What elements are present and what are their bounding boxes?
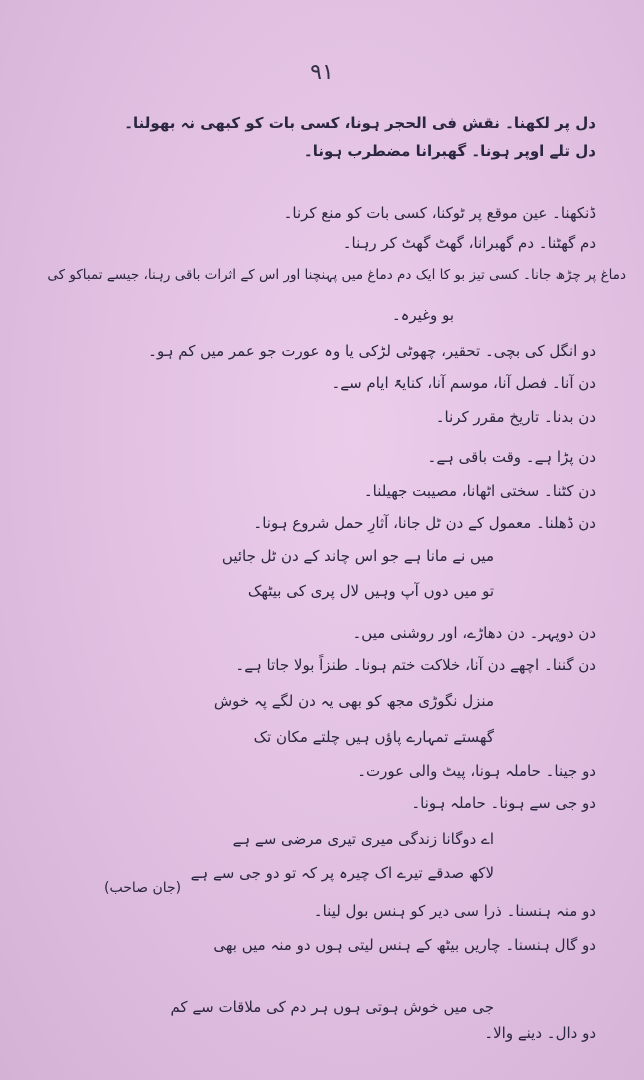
attribution: (جان صاحب) [104,880,182,896]
verse-line: اے دوگانا زندگی میری تیری مرضی سے ہے [232,830,494,848]
entry-line: دل تلے اوپر ہونا۔ گھبرانا مضطرب ہونا۔ [303,142,596,160]
entry-line: دن دوپہر۔ دن دھاڑے، اور روشنی میں۔ [352,624,596,642]
page-number: ٩١ [310,60,334,85]
entry-line: بو وغیرہ۔ [391,306,454,324]
verse-line: میں نے مانا ہے جو اس چاند کے دن ٹل جائیں [221,547,494,565]
entry-line: دو جینا۔ حاملہ ہونا، پیٹ والی عورت۔ [357,762,596,780]
entry-line: دن ڈھلنا۔ معمول کے دن ٹل جانا، آثارِ حمل شروع ہونا۔ [253,514,596,532]
verse-line: لاکھ صدقے تیرے اک چیرہ پر کہ تو دو جی سے ہے [190,864,494,882]
entry-line: ڈنکھنا۔ عین موقع پر ٹوکنا، کسی بات کو منع کرنا۔ [283,204,596,222]
entry-line: دو گال ہنسنا۔ چاریں بیٹھ کے ہنس لیتی ہوں دو منہ میں بھی [213,936,596,954]
entry-line: دن بدنا۔ تاریخ مقرر کرنا۔ [435,408,596,426]
verse-line: تو میں دوں آپ وہیں لال پری کی بیٹھک [247,582,494,600]
entry-line: دم گھٹنا۔ دم گھبرانا، گھٹ گھٹ کر رہنا۔ [342,234,596,252]
entry-line: دو منہ ہنسنا۔ ذرا سی دیر کو ہنس بول لینا۔ [313,902,596,920]
verse-line: جی میں خوش ہوتی ہوں ہر دم کی ملاقات سے کم [170,998,494,1016]
entry-line: دن کٹنا۔ سختی اٹھانا، مصیبت جھیلنا۔ [363,482,596,500]
entry-line: دماغ پر چڑھ جانا۔ کسی تیز بو کا ایک دم دماغ میں پہنچنا اور اس کے اثرات باقی رہنا، جیسے تمباکو کی [47,267,626,283]
entry-line: دو جی سے ہونا۔ حاملہ ہونا۔ [411,794,596,812]
entry-line: دو دال۔ دینے والا۔ [484,1024,596,1042]
verse-line: منزل نگوڑی مجھ کو بھی یہ دن لگے پہ خوش [213,692,494,710]
entry-line: دن پڑا ہے۔ وقت باقی ہے۔ [427,448,596,466]
entry-line: دن گننا۔ اچھے دن آنا، خلاکت ختم ہونا۔ طنزاً بولا جاتا ہے۔ [235,656,596,674]
entry-line: دو انگل کی بچی۔ تحقیر، چھوٹی لڑکی یا وہ عورت جو عمر میں کم ہو۔ [148,342,596,360]
entry-line: دن آنا۔ فصل آنا، موسم آنا، کنایۃً ایام سے۔ [331,374,596,392]
entry-line: دل پر لکھنا۔ نقش فی الحجر ہونا، کسی بات کو کبھی نہ بھولنا۔ [124,114,596,132]
verse-line: گھستے تمہارے پاؤں ہیں چلتے مکان تک [253,728,494,746]
